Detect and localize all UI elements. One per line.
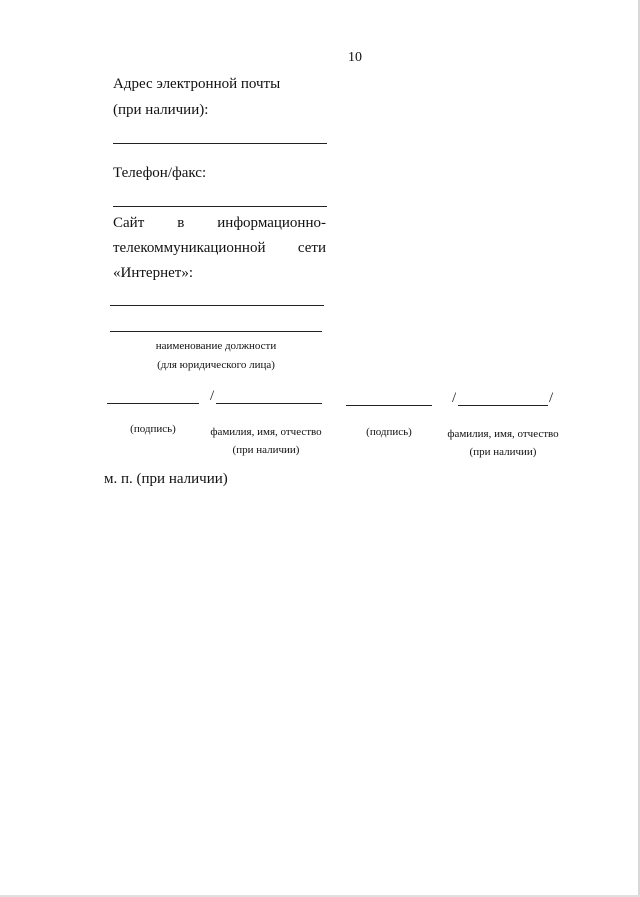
site-field-line[interactable]: [110, 305, 324, 306]
position-field-line[interactable]: [110, 331, 322, 332]
right-slash-right: /: [549, 390, 554, 406]
email-label-line2: (при наличии):: [113, 102, 209, 118]
email-field-line[interactable]: [113, 143, 327, 144]
email-label-line1: Адрес электронной почты: [113, 76, 281, 92]
left-name-caption-line2: (при наличии): [232, 444, 300, 456]
left-signature-caption: (подпись): [130, 423, 176, 435]
site-word-3: информационно-: [217, 215, 326, 231]
left-slash: /: [210, 388, 215, 404]
right-signature-line[interactable]: [346, 405, 432, 406]
site-word-5: сети: [297, 240, 326, 256]
left-name-line[interactable]: [216, 403, 322, 404]
phone-label: Телефон/факс:: [113, 165, 207, 181]
position-caption-line2: (для юридического лица): [157, 359, 275, 371]
left-name-caption-line1: фамилия, имя, отчество: [210, 426, 322, 438]
right-name-caption-line1: фамилия, имя, отчество: [447, 428, 559, 440]
site-label-line2: [113, 240, 326, 257]
right-signature-caption: (подпись): [366, 426, 412, 438]
right-slash-left: /: [452, 390, 457, 406]
site-label-line3: «Интернет»:: [113, 265, 193, 281]
site-label-line1: [113, 215, 326, 232]
left-signature-line[interactable]: [107, 403, 199, 404]
right-name-line[interactable]: [458, 405, 548, 406]
page-number: 10: [348, 50, 362, 65]
position-caption-line1: наименование должности: [155, 340, 277, 352]
stamp-label: м. п. (при наличии): [104, 471, 228, 487]
site-word-1: Сайт: [113, 215, 145, 231]
phone-field-line[interactable]: [113, 206, 327, 207]
site-word-4: телекоммуникационной: [113, 240, 266, 256]
site-word-2: в: [177, 215, 185, 231]
right-name-caption-line2: (при наличии): [469, 446, 537, 458]
